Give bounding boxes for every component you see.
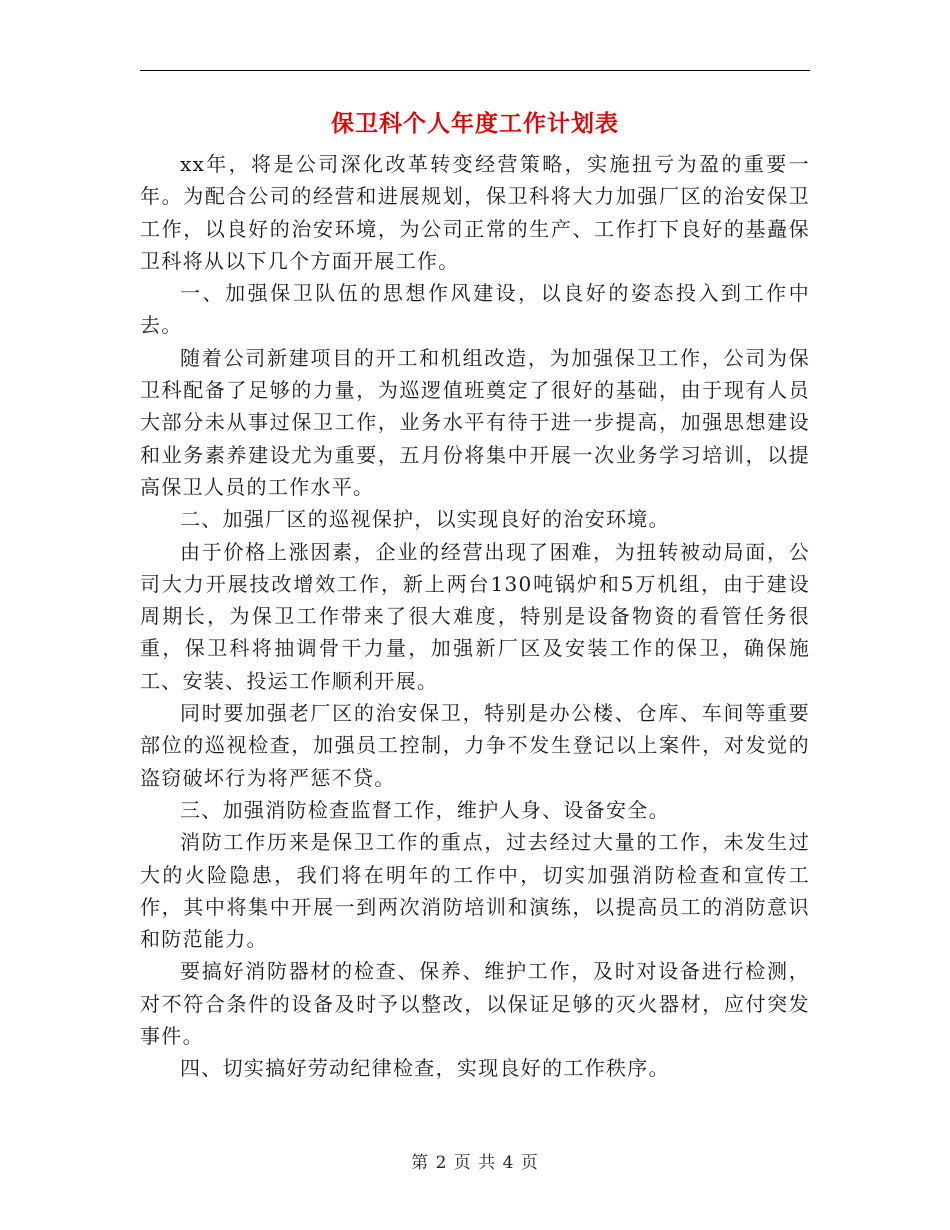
paragraph: 消防工作历来是保卫工作的重点，过去经过大量的工作，未发生过大的火险隐患，我们将在明年的工作中，切实加强消防检查和宣传工作，其中将集中开展一到两次消防培训和演练，以提高员工的消防意识和防范能力。 xyxy=(140,830,810,952)
document-title: 保卫科个人年度工作计划表 xyxy=(331,110,619,137)
paragraph: 同时要加强老厂区的治安保卫，特别是办公楼、仓库、车间等重要部位的巡视检查，加强员工控制，力争不发生登记以上案件，对发觉的盗窃破坏行为将严惩不贷。 xyxy=(140,701,810,790)
paragraph: 随着公司新建项目的开工和机组改造，为加强保卫工作，公司为保卫科配备了足够的力量，为巡逻值班奠定了很好的基础，由于现有人员大部分未从事过保卫工作，业务水平有待于进一步提高，加强思想建设和业务素养建设尤为重要，五月份将集中开展一次业务学习培训，以提高保卫人员的工作水平。 xyxy=(140,345,810,499)
header-rule xyxy=(140,70,810,71)
section-heading: 二、加强厂区的巡视保护，以实现良好的治安环境。 xyxy=(180,507,670,532)
section-heading: 三、加强消防检查监督工作，维护人身、设备安全。 xyxy=(180,797,670,822)
document-body xyxy=(140,148,810,1085)
section-heading: 一、加强保卫队伍的思想作风建设，以良好的姿态投入到工作中去。 xyxy=(140,281,810,338)
paragraph: xx年，将是公司深化改革转变经营策略，实施扭亏为盈的重要一年。为配合公司的经营和进展规划，保卫科将大力加强厂区的治安保卫工作，以良好的治安环境，为公司正常的生产、工作打下良好的基矗保卫科将从以下几个方面开展工作。 xyxy=(140,152,810,273)
page-number: 第 2 页 共 4 页 xyxy=(411,1153,539,1173)
section-heading: 四、切实搞好劳动纪律检查，实现良好的工作秩序。 xyxy=(180,1056,670,1081)
paragraph: 由于价格上涨因素，企业的经营出现了困难，为扭转被动局面，公司大力开展技改增效工作，新上两台130吨锅炉和5万机组，由于建设周期长，为保卫工作带来了很大难度，特别是设备物资的看管任务很重，保卫科将抽调骨干力量，加强新厂区及安装工作的保卫，确保施工、安装、投运工作顺利开展。 xyxy=(140,539,810,693)
page-footer xyxy=(0,1151,950,1175)
paragraph: 要搞好消防器材的检查、保养、维护工作，及时对设备进行检测，对不符合条件的设备及时予以整改，以保证足够的灭火器材，应付突发事件。 xyxy=(140,959,810,1049)
